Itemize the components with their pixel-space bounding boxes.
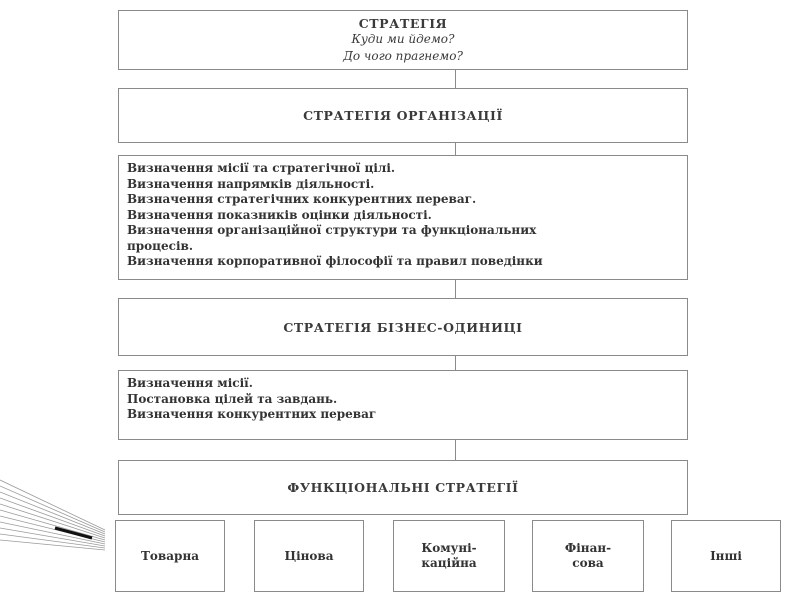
organization-task-line: Визначення організаційної структури та функціональних [127, 223, 537, 237]
connector-strategy-organization [455, 70, 456, 88]
strategy-question-1: Куди ми йдемо? [351, 31, 455, 46]
functional-item-label: Комуні- каційна [421, 541, 477, 570]
business-unit-task-line: Постановка цілей та завдань. [127, 391, 338, 406]
functional-item-price [254, 520, 364, 592]
organization-task-line: Визначення показників оцінки діяльності. [127, 207, 432, 222]
business-unit-strategy-box [118, 298, 688, 356]
organization-task-line: Визначення місії та стратегічної цілі. [127, 161, 396, 175]
corner-decoration [0, 470, 110, 600]
organization-tasks-box [118, 155, 688, 280]
business-unit-task-line: Визначення місії. [127, 376, 253, 390]
organization-strategy-title: СТРАТЕГІЯ ОРГАНІЗАЦІЇ [303, 108, 503, 123]
functional-item-label: Інші [710, 548, 742, 563]
connector-tasks-business-unit [455, 280, 456, 298]
organization-task-line: Визначення напрямків діяльності. [127, 176, 375, 191]
functional-item-label: Товарна [141, 548, 199, 563]
strategy-box [118, 10, 688, 70]
connector-organization-tasks [455, 143, 456, 155]
strategy-title: СТРАТЕГІЯ [358, 15, 448, 31]
organization-task-line: процесів. [127, 238, 194, 253]
connector-tasks-functional [455, 440, 456, 460]
strategy-question-2: До чого прагнемо? [343, 48, 463, 63]
functional-item-label: Цінова [284, 548, 334, 563]
functional-item-finance [532, 520, 644, 592]
functional-item-product [115, 520, 225, 592]
organization-task-line: Визначення стратегічних конкурентних переваг. [127, 192, 477, 206]
organization-task-line: Визначення корпоративної філософії та правил поведінки [127, 254, 543, 268]
business-unit-tasks-box [118, 370, 688, 440]
functional-item-other [671, 520, 781, 592]
business-unit-strategy-title: СТРАТЕГІЯ БІЗНЕС-ОДИНИЦІ [283, 319, 523, 335]
functional-item-label: Фінан- сова [564, 541, 612, 570]
functional-strategies-title: ФУНКЦІОНАЛЬНІ СТРАТЕГІЇ [287, 480, 519, 495]
business-unit-task-line: Визначення конкурентних переваг [127, 407, 377, 421]
functional-strategies-box [118, 460, 688, 515]
connector-business-unit-tasks [455, 356, 456, 370]
organization-strategy-box [118, 88, 688, 143]
functional-item-communication [393, 520, 505, 592]
